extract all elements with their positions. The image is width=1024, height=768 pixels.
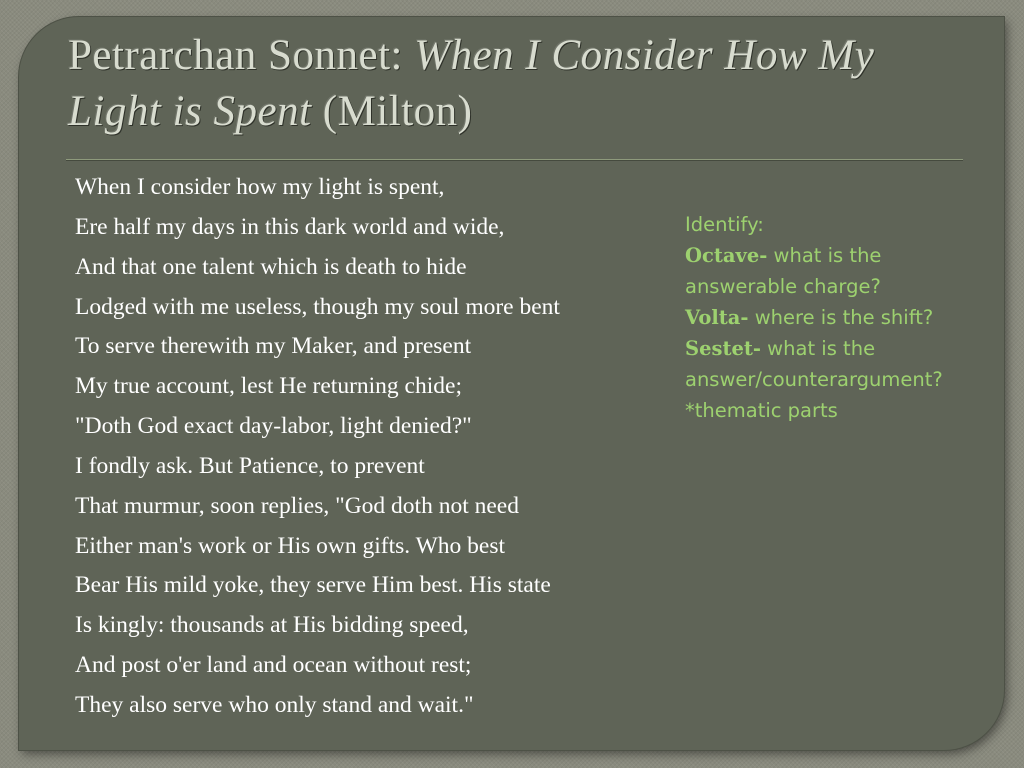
poem-line: Ere half my days in this dark world and wide, bbox=[75, 213, 505, 240]
poem-line: When I consider how my light is spent, bbox=[75, 174, 445, 200]
notes-footer: *thematic parts bbox=[685, 399, 838, 422]
volta-text: where is the shift? bbox=[748, 306, 934, 329]
octave-note-continued: answerable charge? bbox=[685, 275, 881, 298]
poem-line: My true account, lest He returning chide; bbox=[75, 373, 462, 400]
notes-heading: Identify: bbox=[685, 213, 764, 236]
title-prefix: Petrarchan Sonnet: bbox=[68, 32, 415, 79]
poem-line: To serve therewith my Maker, and present bbox=[75, 333, 472, 360]
poem-line: Lodged with me useless, though my soul more bent bbox=[75, 293, 560, 320]
poem-line: And post o'er land and ocean without rest; bbox=[75, 652, 472, 679]
poem-line: "Doth God exact day-labor, light denied?" bbox=[75, 413, 472, 440]
octave-text: what is the bbox=[767, 244, 882, 267]
poem-line: Either man's work or His own gifts. Who best bbox=[75, 532, 506, 559]
identify-notes bbox=[685, 209, 1005, 426]
poem-line: I fondly ask. But Patience, to prevent bbox=[75, 452, 425, 479]
poem-line: Is kingly: thousands at His bidding speed, bbox=[75, 612, 469, 639]
sestet-note bbox=[685, 333, 1005, 364]
sestet-text: what is the bbox=[760, 337, 876, 360]
octave-note bbox=[685, 240, 1005, 271]
sestet-label: Sestet- bbox=[685, 337, 761, 360]
slide-title bbox=[68, 28, 968, 140]
volta-label: Volta- bbox=[685, 306, 749, 329]
title-poem-name: When I Consider How My Light is Spent bbox=[68, 32, 875, 135]
poem-line: And that one talent which is death to hide bbox=[75, 253, 467, 280]
poem-line: That murmur, soon replies, "God doth not need bbox=[75, 492, 519, 519]
octave-label: Octave- bbox=[685, 244, 768, 267]
poem-line: They also serve who only stand and wait." bbox=[75, 691, 474, 718]
poem-text bbox=[75, 168, 560, 726]
sestet-note-continued: answer/counterargument? bbox=[685, 368, 943, 391]
title-divider bbox=[66, 159, 963, 161]
title-author: (Milton) bbox=[311, 88, 473, 135]
poem-line: Bear His mild yoke, they serve Him best. His state bbox=[75, 572, 551, 599]
volta-note bbox=[685, 302, 1005, 333]
